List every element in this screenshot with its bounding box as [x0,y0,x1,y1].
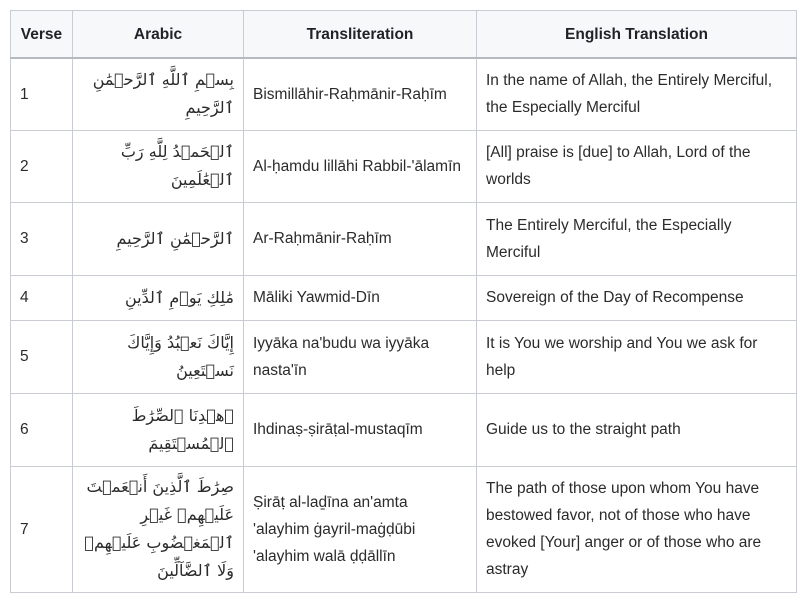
verse-number: 3 [11,202,73,275]
arabic-text: ٱلۡحَمۡدُ لِلَّهِ رَبِّ ٱلۡعَٰلَمِينَ [73,130,244,202]
transliteration-text: Bismillāhir-Raḥmānir-Raḥīm [244,58,477,130]
verse-number: 6 [11,393,73,466]
arabic-text: ٱلرَّحۡمَٰنِ ٱلرَّحِيمِ [73,202,244,275]
english-text: The path of those upon whom You have bestowed favor, not of those who have evoked [Your] anger or of those who are astray [477,466,797,592]
english-text: It is You we worship and You we ask for help [477,320,797,393]
transliteration-text: Māliki Yawmid-Dīn [244,275,477,320]
verse-number: 7 [11,466,73,592]
table-row [11,58,797,130]
english-text: Guide us to the straight path [477,393,797,466]
table-row [11,275,797,320]
header-row [11,11,797,59]
english-text: Sovereign of the Day of Recompense [477,275,797,320]
table-row [11,130,797,202]
header-arabic: Arabic [73,11,244,59]
table-row [11,466,797,592]
english-text: [All] praise is [due] to Allah, Lord of the worlds [477,130,797,202]
transliteration-text: Al-ḥamdu lillāhi Rabbil-'ālamīn [244,130,477,202]
verse-number: 1 [11,58,73,130]
english-text: In the name of Allah, the Entirely Merciful, the Especially Merciful [477,58,797,130]
header-verse: Verse [11,11,73,59]
arabic-text: صِرَٰطَ ٱلَّذِينَ أَنۡعَمۡتَ عَلَيۡهِمۡ غَيۡرِ ٱلۡمَغۡضُوبِ عَلَيۡهِمۡ وَلَا ٱلضَّآلِّينَ [73,466,244,592]
arabic-text: بِسۡمِ ٱللَّهِ ٱلرَّحۡمَٰنِ ٱلرَّحِيمِ [73,58,244,130]
table-row [11,202,797,275]
verse-number: 5 [11,320,73,393]
transliteration-text: Ihdinaṣ-ṣirāṭal-mustaqīm [244,393,477,466]
header-transliteration: Transliteration [244,11,477,59]
table-container [10,10,796,593]
arabic-text: إِيَّاكَ نَعۡبُدُ وَإِيَّاكَ نَسۡتَعِينُ [73,320,244,393]
table-row [11,393,797,466]
transliteration-text: Ar-Raḥmānir-Raḥīm [244,202,477,275]
verse-number: 2 [11,130,73,202]
arabic-text: مَٰلِكِ يَوۡمِ ٱلدِّينِ [73,275,244,320]
header-english: English Translation [477,11,797,59]
table-row [11,320,797,393]
arabic-text: ٱهۡدِنَا ٱلصِّرَٰطَ ٱلۡمُسۡتَقِيمَ [73,393,244,466]
transliteration-text: Iyyāka na'budu wa iyyāka nasta'īn [244,320,477,393]
transliteration-text: Ṣirāṭ al-laḏīna an'amta 'alayhim ġayril-maġḍūbi 'alayhim walā ḍḍāllīn [244,466,477,592]
fatiha-table [10,10,797,593]
english-text: The Entirely Merciful, the Especially Merciful [477,202,797,275]
verse-number: 4 [11,275,73,320]
